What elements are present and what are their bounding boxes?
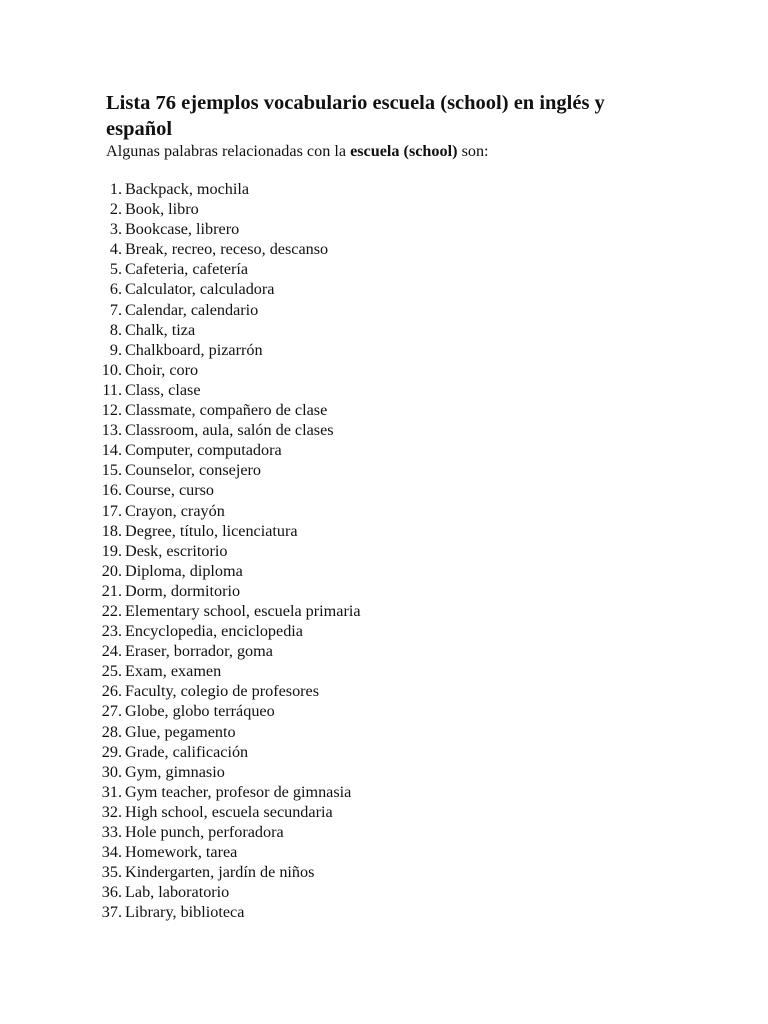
list-item-text: Hole punch, perforadora	[125, 823, 284, 841]
list-item-text: Desk, escritorio	[125, 541, 228, 560]
intro-paragraph	[106, 141, 489, 161]
list-item-text: Calculator, calculadora	[125, 280, 275, 299]
list-item-number: 18.	[101, 521, 122, 540]
list-item-number: 10.	[101, 360, 122, 379]
list-item-text: Counselor, consejero	[125, 461, 262, 480]
list-item-number: 35.	[101, 863, 122, 882]
list-item-text: Chalk, tiza	[125, 320, 196, 339]
list-item-text: Backpack, mochila	[125, 180, 250, 198]
list-item-number: 4.	[109, 240, 122, 259]
list-item-text: Kindergarten, jardín de niños	[125, 863, 315, 882]
list-item-text: Computer, computadora	[125, 441, 282, 460]
list-item-text: Classroom, aula, salón de clases	[125, 421, 334, 440]
list-item-number: 36.	[101, 883, 122, 902]
list-item-number: 21.	[101, 581, 122, 600]
list-item-number: 19.	[101, 541, 122, 560]
list-item-number: 16.	[101, 481, 122, 500]
list-item-text: Choir, coro	[125, 360, 199, 379]
list-item-text: Diploma, diploma	[125, 561, 243, 580]
list-item-text: Library, biblioteca	[125, 903, 245, 922]
list-item-number: 24.	[101, 642, 122, 661]
list-item-text: Encyclopedia, enciclopedia	[125, 622, 303, 641]
list-item-number: 17.	[101, 501, 122, 520]
list-item-number: 15.	[101, 461, 122, 480]
list-item-number: 23.	[101, 622, 122, 641]
list-item-text: Gym teacher, profesor de gimnasia	[125, 782, 352, 801]
list-item-text: Crayon, crayón	[125, 501, 225, 520]
list-item-text: Course, curso	[125, 481, 215, 500]
list-item-number: 6.	[109, 280, 122, 299]
list-item-number: 22.	[101, 601, 122, 620]
list-item-text: Calendar, calendario	[125, 300, 259, 319]
list-item-number: 12.	[101, 401, 122, 420]
list-item-text: Dorm, dormitorio	[125, 581, 241, 600]
list-item-text: Eraser, borrador, goma	[125, 642, 273, 661]
list-item-number: 8.	[109, 320, 122, 339]
list-item-number: 2.	[109, 200, 122, 219]
list-item-number: 26.	[101, 682, 122, 701]
list-item-text: Grade, calificación	[125, 742, 249, 761]
list-item-text: Lab, laboratorio	[125, 883, 230, 902]
list-item-text: Homework, tarea	[125, 843, 238, 862]
list-item-text: Globe, globo terráqueo	[125, 702, 275, 721]
list-item-number: 32.	[101, 802, 122, 821]
list-item-text: Break, recreo, receso, descanso	[125, 240, 329, 259]
list-item-text: Cafeteria, cafetería	[125, 260, 249, 279]
list-item-number: 33.	[101, 823, 122, 841]
list-item-number: 14.	[101, 441, 122, 460]
list-item-text: Gym, gimnasio	[125, 762, 225, 781]
list-item-number: 28.	[101, 722, 122, 741]
list-item-number: 7.	[109, 300, 122, 319]
list-item-number: 13.	[101, 421, 122, 440]
list-item-number: 30.	[101, 762, 122, 781]
list-item-number: 29.	[101, 742, 122, 761]
list-item-text: Exam, examen	[125, 662, 222, 681]
list-item-text: Bookcase, librero	[125, 220, 240, 239]
list-item-text: Chalkboard, pizarrón	[125, 340, 263, 359]
list-item-text: Faculty, colegio de profesores	[125, 682, 320, 701]
list-item-number: 5.	[109, 260, 122, 279]
list-item-number: 34.	[101, 843, 122, 862]
list-item-text: Elementary school, escuela primaria	[125, 601, 361, 620]
list-item-text: Book, libro	[125, 200, 199, 219]
list-item-number: 11.	[102, 380, 122, 399]
intro-text-end: son:	[457, 142, 489, 160]
intro-text-start: Algunas palabras relacionadas con la	[106, 142, 351, 160]
list-item-number: 25.	[101, 662, 122, 681]
list-item-text: High school, escuela secundaria	[125, 802, 333, 821]
list-item-text: Classmate, compañero de clase	[125, 401, 328, 420]
list-item-number: 3.	[109, 220, 122, 239]
list-item-number: 1.	[109, 180, 122, 198]
intro-bold-term: escuela (school)	[350, 142, 458, 160]
list-item-number: 9.	[109, 340, 122, 359]
list-item-text: Class, clase	[125, 380, 201, 399]
list-item-number: 20.	[101, 561, 122, 580]
list-item-number: 31.	[101, 782, 122, 801]
list-item-text: Glue, pegamento	[125, 722, 236, 741]
list-item-text: Degree, título, licenciatura	[125, 521, 298, 540]
list-item-number: 27.	[101, 702, 122, 721]
list-item-number: 37.	[101, 903, 122, 922]
page-title: Lista 76 ejemplos vocabulario escuela (school) en inglés y español	[106, 92, 605, 140]
